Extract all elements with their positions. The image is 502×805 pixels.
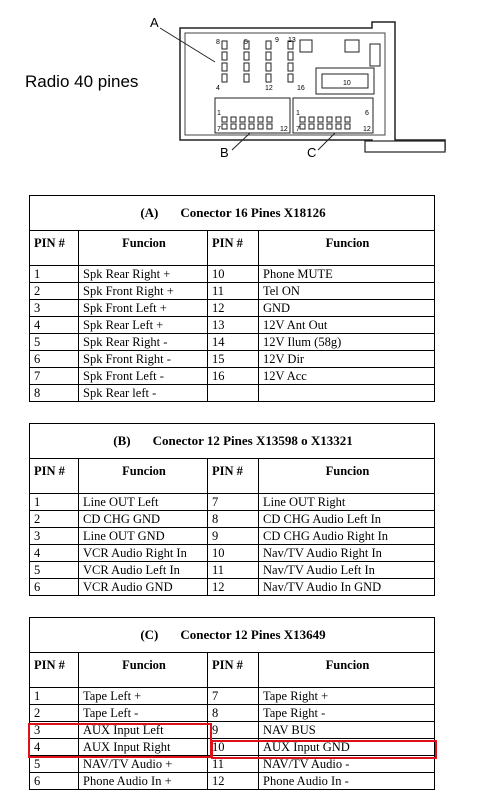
- pin-socket: [240, 117, 245, 122]
- pin-socket: [249, 124, 254, 129]
- pin-label: 6: [365, 110, 369, 117]
- pin-label: 1: [296, 110, 300, 117]
- pin-socket: [288, 63, 293, 71]
- header-pin: PIN #: [30, 231, 79, 266]
- pin-number-cell: 13: [208, 317, 259, 334]
- pin-number-cell: 8: [208, 705, 259, 722]
- pin-number-cell: [208, 385, 259, 402]
- pin-number-cell: 7: [208, 494, 259, 511]
- table-title-text: Conector 12 Pines X13598 o X13321: [152, 433, 353, 448]
- function-cell: Spk Front Right -: [79, 351, 208, 368]
- function-cell: 12V Ilum (58g): [259, 334, 435, 351]
- pin-socket: [267, 124, 272, 129]
- table-row: [30, 562, 435, 579]
- function-cell: CD CHG Audio Right In: [259, 528, 435, 545]
- table-row: [30, 705, 435, 722]
- pin-socket: [288, 74, 293, 82]
- pin-socket: [318, 124, 323, 129]
- function-cell: Line OUT GND: [79, 528, 208, 545]
- function-cell: Phone Audio In -: [259, 773, 435, 790]
- function-cell: NAV/TV Audio +: [79, 756, 208, 773]
- pin-socket: [258, 117, 263, 122]
- function-cell: CD CHG Audio Left In: [259, 511, 435, 528]
- highlight-aux-gnd: [211, 740, 437, 759]
- pin-number-cell: 7: [30, 368, 79, 385]
- function-cell: 12V Dir: [259, 351, 435, 368]
- header-funcion: Funcion: [79, 653, 208, 688]
- pin-number-cell: 16: [208, 368, 259, 385]
- pin-socket: [240, 124, 245, 129]
- pin-socket: [222, 124, 227, 129]
- function-cell: Line OUT Left: [79, 494, 208, 511]
- header-pin: PIN #: [208, 459, 259, 494]
- table-letter: (A): [140, 205, 159, 220]
- pin-number-cell: 11: [208, 562, 259, 579]
- pin-number-cell: 9: [208, 528, 259, 545]
- header-pin: PIN #: [208, 653, 259, 688]
- pin-label: 12: [280, 126, 288, 133]
- pin-label: 5: [244, 39, 248, 46]
- table-row: [30, 368, 435, 385]
- pin-label: 8: [216, 39, 220, 46]
- function-cell: [259, 385, 435, 402]
- pin-label: 7: [217, 126, 221, 133]
- table-row: [30, 283, 435, 300]
- table-row: [30, 351, 435, 368]
- table-title: [30, 196, 435, 231]
- function-cell: Spk Rear Left +: [79, 317, 208, 334]
- function-cell: Spk Front Right +: [79, 283, 208, 300]
- pin-socket: [318, 117, 323, 122]
- table-row: [30, 528, 435, 545]
- pin-number-cell: 5: [30, 756, 79, 773]
- pin-number-cell: 4: [30, 739, 79, 756]
- pin-label: 1: [217, 110, 221, 117]
- pin-socket: [300, 117, 305, 122]
- function-cell: Spk Rear left -: [79, 385, 208, 402]
- pin-socket: [345, 124, 350, 129]
- pin-socket: [300, 124, 305, 129]
- pin-socket: [249, 117, 254, 122]
- table-row: [30, 317, 435, 334]
- pin-label: 16: [297, 85, 305, 92]
- callout-a: A: [150, 15, 159, 30]
- table-row: [30, 688, 435, 705]
- pin-number-cell: 3: [30, 722, 79, 739]
- pin-number-cell: 11: [208, 283, 259, 300]
- callout-c: C: [307, 145, 317, 160]
- radio-label: Radio 40 pines: [25, 72, 139, 91]
- function-cell: NAV/TV Audio -: [259, 756, 435, 773]
- pin-number-cell: 10: [208, 739, 259, 756]
- highlight-aux-left-right: [28, 723, 212, 758]
- function-cell: GND: [259, 300, 435, 317]
- function-cell: 12V Ant Out: [259, 317, 435, 334]
- pin-label: 10: [343, 80, 351, 87]
- pin-socket: [222, 63, 227, 71]
- connector-table-a: [29, 195, 435, 402]
- function-cell: Tape Right +: [259, 688, 435, 705]
- function-cell: VCR Audio Left In: [79, 562, 208, 579]
- pin-socket: [222, 117, 227, 122]
- pin-number-cell: 10: [208, 266, 259, 283]
- pin-number-cell: 3: [30, 528, 79, 545]
- table-row: [30, 266, 435, 283]
- function-cell: Spk Front Left +: [79, 300, 208, 317]
- function-cell: Spk Rear Right +: [79, 266, 208, 283]
- function-cell: Phone Audio In +: [79, 773, 208, 790]
- pin-number-cell: 6: [30, 773, 79, 790]
- pin-socket: [267, 117, 272, 122]
- pin-number-cell: 11: [208, 756, 259, 773]
- pin-socket: [222, 41, 227, 49]
- function-cell: Tel ON: [259, 283, 435, 300]
- function-cell: AUX Input Left: [79, 722, 208, 739]
- pin-number-cell: 5: [30, 334, 79, 351]
- function-cell: CD CHG GND: [79, 511, 208, 528]
- pin-label: 12: [265, 85, 273, 92]
- pin-socket: [266, 63, 271, 71]
- header-funcion: Funcion: [259, 231, 435, 266]
- pin-number-cell: 3: [30, 300, 79, 317]
- pin-socket: [244, 74, 249, 82]
- pin-socket: [266, 52, 271, 60]
- function-cell: Nav/TV Audio Right In: [259, 545, 435, 562]
- header-funcion: Funcion: [259, 653, 435, 688]
- function-cell: Tape Right -: [259, 705, 435, 722]
- table-row: [30, 334, 435, 351]
- table-row: [30, 773, 435, 790]
- callout-b: B: [220, 145, 229, 160]
- pin-number-cell: 7: [208, 688, 259, 705]
- pin-socket: [244, 52, 249, 60]
- header-funcion: Funcion: [259, 459, 435, 494]
- pin-number-cell: 2: [30, 511, 79, 528]
- pin-number-cell: 1: [30, 494, 79, 511]
- pin-socket: [244, 63, 249, 71]
- connector-table-c: [29, 617, 435, 790]
- pin-socket: [231, 124, 236, 129]
- table-title: [30, 618, 435, 653]
- pin-number-cell: 9: [208, 722, 259, 739]
- header-funcion: Funcion: [79, 459, 208, 494]
- table-title: [30, 424, 435, 459]
- table-row: [30, 511, 435, 528]
- pin-number-cell: 4: [30, 317, 79, 334]
- function-cell: Line OUT Right: [259, 494, 435, 511]
- function-cell: NAV BUS: [259, 722, 435, 739]
- header-pin: PIN #: [30, 653, 79, 688]
- function-cell: Phone MUTE: [259, 266, 435, 283]
- pin-socket: [327, 124, 332, 129]
- function-cell: Tape Left +: [79, 688, 208, 705]
- pin-socket: [336, 124, 341, 129]
- table-title-text: Conector 16 Pines X18126: [180, 205, 326, 220]
- connector-table-b: [29, 423, 435, 596]
- pin-label: 9: [275, 37, 279, 44]
- pin-number-cell: 14: [208, 334, 259, 351]
- pin-number-cell: 5: [30, 562, 79, 579]
- function-cell: 12V Acc: [259, 368, 435, 385]
- pin-socket: [222, 52, 227, 60]
- pin-socket: [336, 117, 341, 122]
- pin-number-cell: 6: [30, 351, 79, 368]
- pin-number-cell: 15: [208, 351, 259, 368]
- header-funcion: Funcion: [79, 231, 208, 266]
- function-cell: Spk Front Left -: [79, 368, 208, 385]
- function-cell: VCR Audio GND: [79, 579, 208, 596]
- pin-number-cell: 1: [30, 688, 79, 705]
- pin-socket: [258, 124, 263, 129]
- pin-number-cell: 6: [30, 579, 79, 596]
- pin-label: 13: [288, 37, 296, 44]
- pin-socket: [288, 52, 293, 60]
- pin-socket: [327, 117, 332, 122]
- table-row: [30, 385, 435, 402]
- header-pin: PIN #: [30, 459, 79, 494]
- table-row: [30, 300, 435, 317]
- pin-number-cell: 8: [208, 511, 259, 528]
- table-row: [30, 545, 435, 562]
- function-cell: Nav/TV Audio Left In: [259, 562, 435, 579]
- function-cell: Nav/TV Audio In GND: [259, 579, 435, 596]
- pin-label: 7: [296, 126, 300, 133]
- pin-number-cell: 12: [208, 300, 259, 317]
- pin-socket: [345, 117, 350, 122]
- pin-number-cell: 10: [208, 545, 259, 562]
- header-pin: PIN #: [208, 231, 259, 266]
- function-cell: AUX Input Right: [79, 739, 208, 756]
- pin-number-cell: 2: [30, 283, 79, 300]
- table-letter: (C): [140, 627, 159, 642]
- pin-label: 4: [216, 85, 220, 92]
- function-cell: AUX Input GND: [259, 739, 435, 756]
- pin-socket: [309, 117, 314, 122]
- table-row: [30, 494, 435, 511]
- pin-number-cell: 12: [208, 773, 259, 790]
- table-title-text: Conector 12 Pines X13649: [180, 627, 326, 642]
- function-cell: Spk Rear Right -: [79, 334, 208, 351]
- pin-socket: [231, 117, 236, 122]
- pin-socket: [222, 74, 227, 82]
- function-cell: VCR Audio Right In: [79, 545, 208, 562]
- pin-number-cell: 1: [30, 266, 79, 283]
- pin-socket: [266, 41, 271, 49]
- pin-number-cell: 8: [30, 385, 79, 402]
- pin-socket: [309, 124, 314, 129]
- pin-number-cell: 12: [208, 579, 259, 596]
- pin-socket: [266, 74, 271, 82]
- table-letter: (B): [113, 433, 131, 448]
- pin-label: 12: [363, 126, 371, 133]
- table-row: [30, 579, 435, 596]
- pin-number-cell: 4: [30, 545, 79, 562]
- function-cell: Tape Left -: [79, 705, 208, 722]
- pin-number-cell: 2: [30, 705, 79, 722]
